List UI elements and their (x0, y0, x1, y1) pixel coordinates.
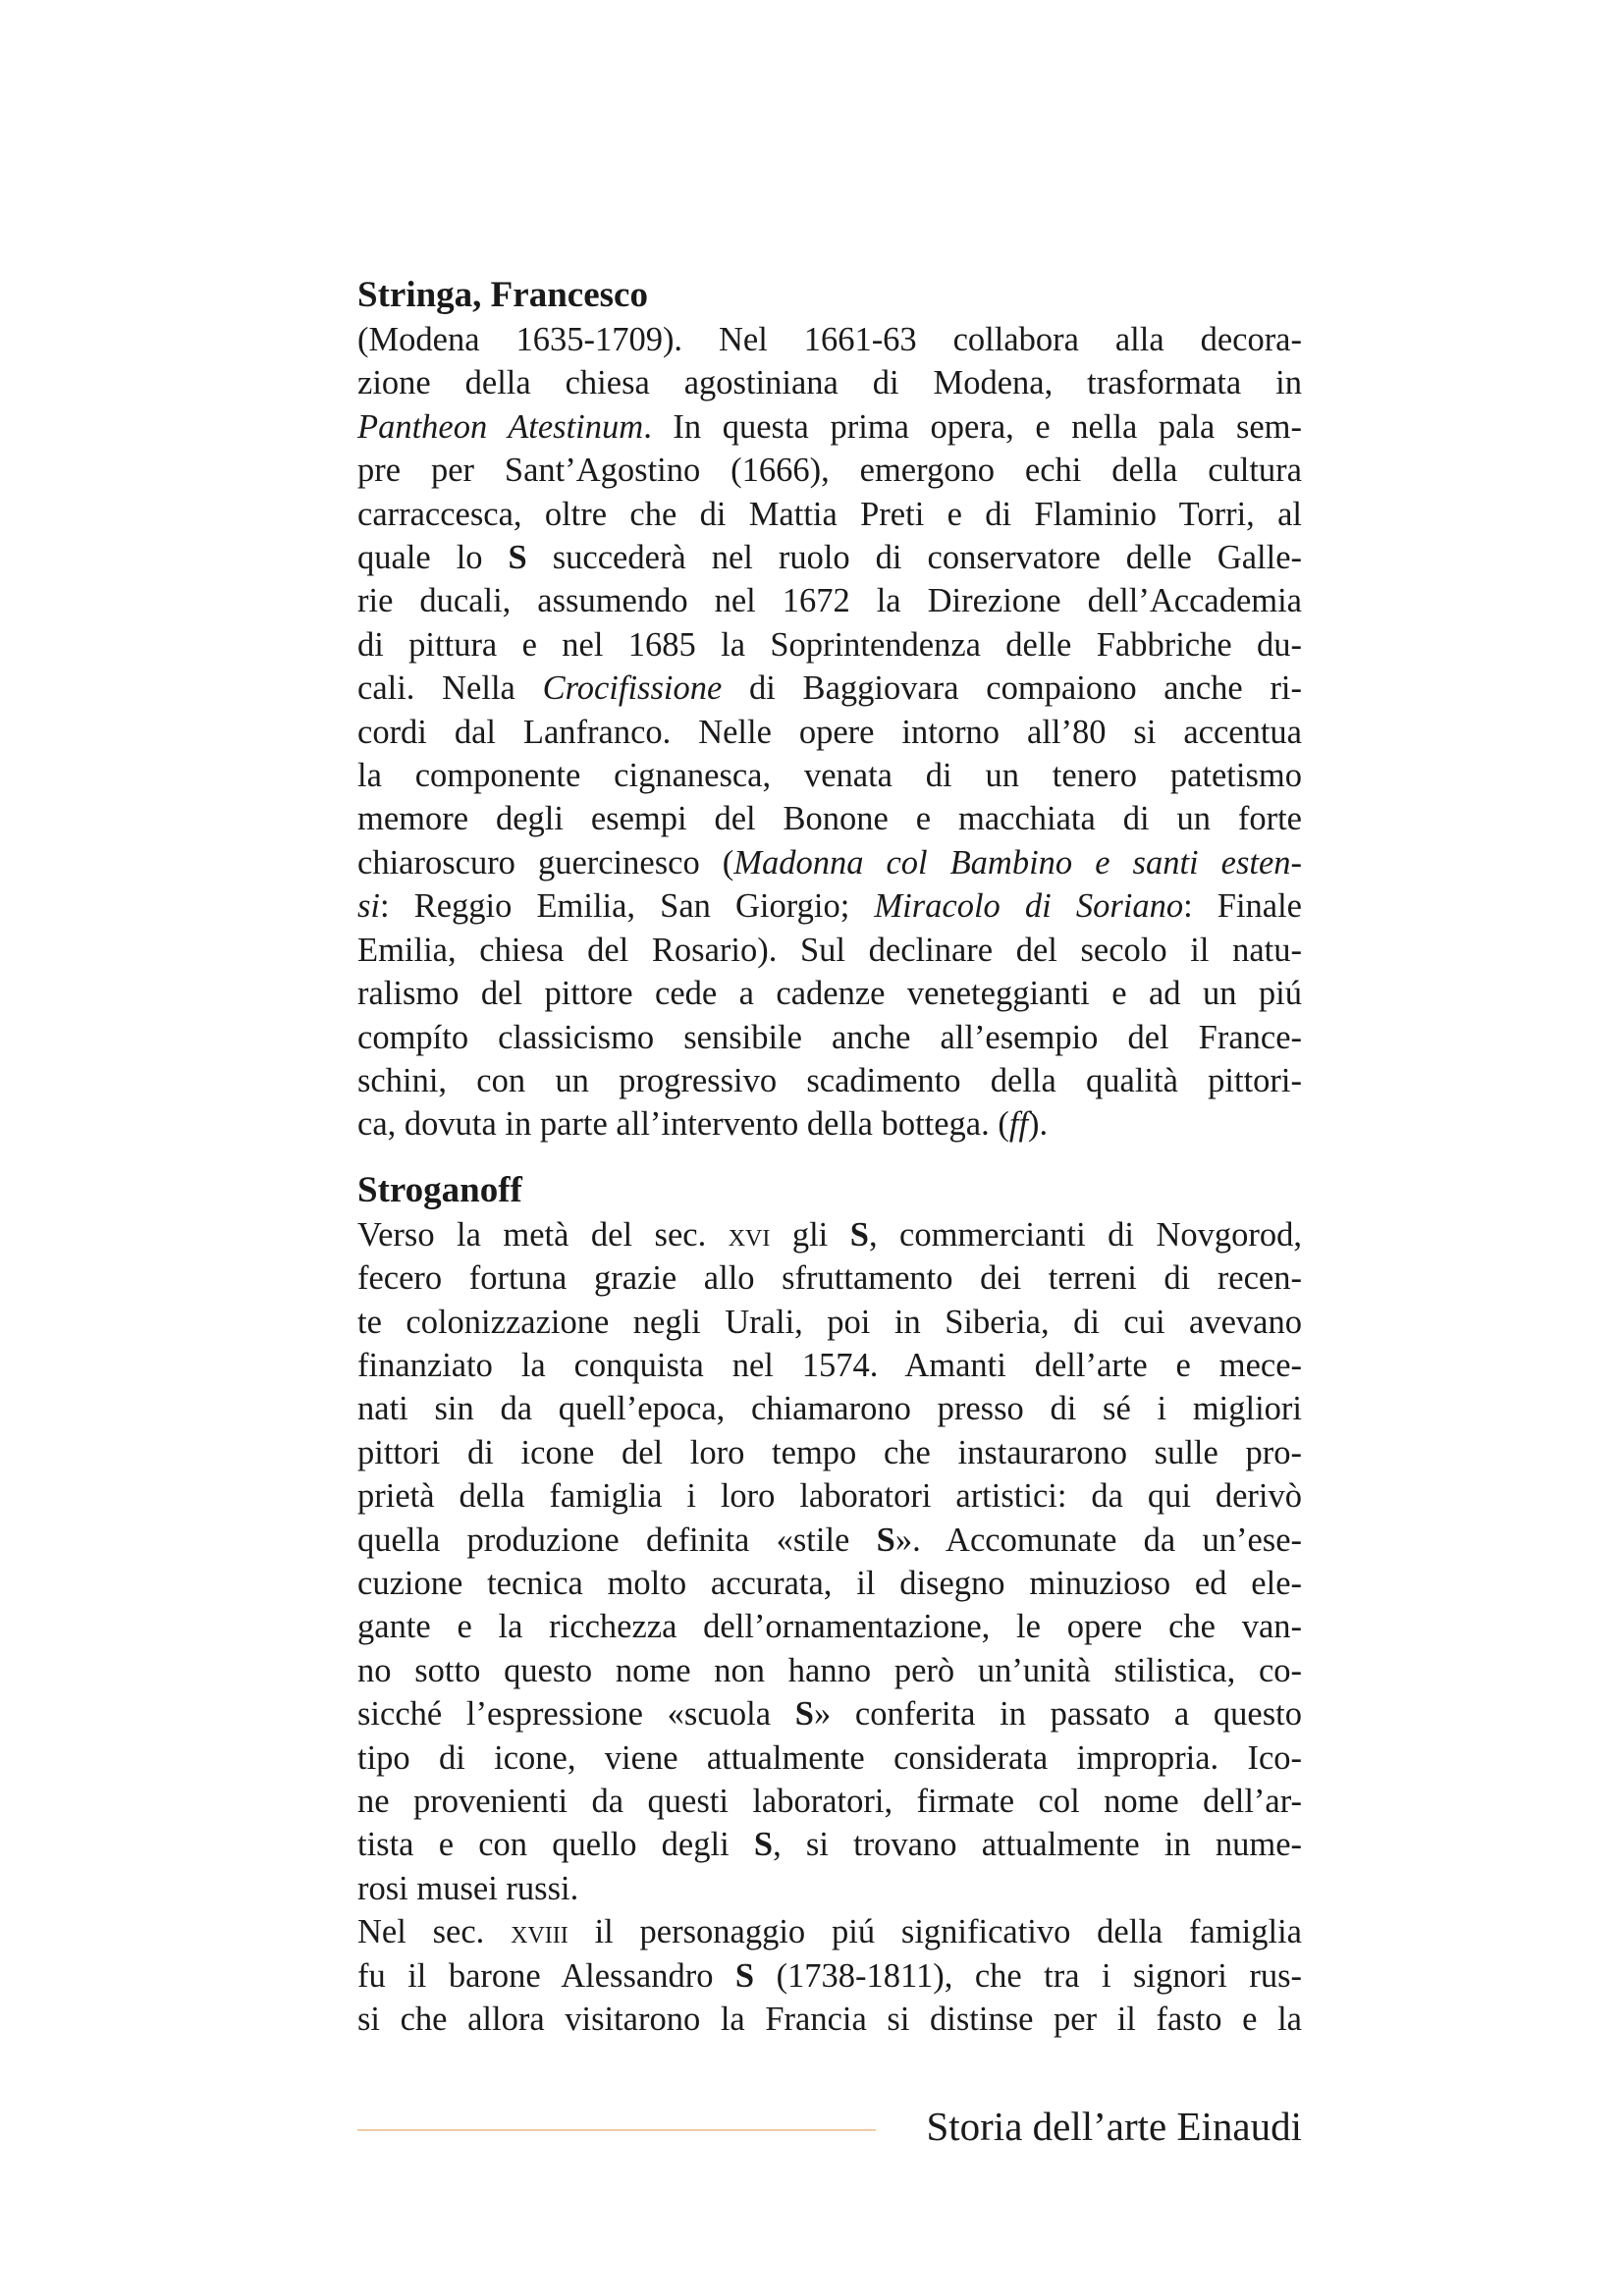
text-line: zione della chiesa agostiniana di Modena, trasformata in (357, 364, 1302, 402)
text-line: carraccesca, oltre che di Mattia Preti e di Flaminio Torri, al (357, 495, 1302, 533)
text-line: ne provenienti da questi laboratori, firmate col nome dell’ar- (357, 1783, 1302, 1820)
text-line: (Modena 1635-1709). Nel 1661-63 collabora alla decora- (357, 321, 1302, 358)
text-line: chiaroscuro guercinesco (Madonna col Bambino e santi esten- (357, 843, 1303, 881)
text-line: cali. Nella Crocifissione di Baggiovara compaiono anche ri- (357, 669, 1303, 708)
entry-body (357, 1213, 1302, 2042)
text-line: Emilia, chiesa del Rosario). Sul declinare del secolo il natu- (357, 931, 1302, 969)
text-line: Nel sec. xviii il personaggio piú significativo della famiglia (357, 1913, 1302, 1951)
text-line: schini, con un progressivo scadimento della qualità pittori- (357, 1061, 1302, 1099)
footer-title: Storia dell’arte Einaudi (926, 2104, 1302, 2149)
text-line: tipo di icone, viene attualmente considerata impropria. Ico- (357, 1738, 1302, 1777)
page-content (357, 273, 1302, 2041)
text-line: fu il barone Alessandro S (1738-1811), che tra i signori rus- (357, 1956, 1302, 1995)
text-line: ca, dovuta in parte all’intervento della bottega. (ff). (357, 1105, 1049, 1144)
text-line: si che allora visitarono la Francia si distinse per il fasto e la (357, 2001, 1302, 2039)
text-line: quale lo S succederà nel ruolo di conservatore delle Galle- (357, 539, 1302, 577)
text-line: gante e la ricchezza dell’ornamentazione, le opere che van- (357, 1608, 1302, 1646)
entry-body (357, 318, 1302, 1147)
text-line: rie ducali, assumendo nel 1672 la Direzione dell’Accademia (357, 582, 1302, 620)
text-line: si: Reggio Emilia, San Giorgio; Miracolo di Soriano: Finale (357, 887, 1302, 926)
text-line: no sotto questo nome non hanno però un’unità stilistica, co- (357, 1651, 1302, 1689)
text-line: te colonizzazione negli Urali, poi in Siberia, di cui avevano (357, 1303, 1302, 1341)
text-line: Verso la metà del sec. xvi gli S, commercianti di Novgorod, (357, 1215, 1303, 1254)
text-line: nati sin da quell’epoca, chiamarono presso di sé i migliori (357, 1390, 1302, 1428)
text-line: prietà della famiglia i loro laboratori artistici: da qui derivò (357, 1477, 1302, 1516)
text-line: rosi musei russi. (357, 1869, 579, 1907)
text-line: sicché l’espressione «scuola S» conferita in passato a questo (357, 1695, 1303, 1734)
text-line: quella produzione definita «stile S». Accomunate da un’ese- (357, 1521, 1302, 1559)
text-line: cordi dal Lanfranco. Nelle opere intorno all’80 si accentua (357, 713, 1302, 751)
text-line: compíto classicismo sensibile anche all’esempio del France- (357, 1018, 1302, 1056)
text-line: Pantheon Atestinum. In questa prima opera, e nella pala sem- (357, 407, 1303, 446)
text-line: tista e con quello degli S, si trovano attualmente in nume- (357, 1826, 1303, 1864)
text-line: cuzione tecnica molto accurata, il disegno minuzioso ed ele- (357, 1564, 1302, 1602)
footer-rule (357, 2129, 876, 2131)
entry-heading: Stroganoff (357, 1169, 522, 1210)
entry-heading: Stringa, Francesco (357, 275, 648, 315)
text-line: la componente cignanesca, venata di un tenero patetismo (357, 757, 1302, 795)
text-line: pre per Sant’Agostino (1666), emergono echi della cultura (357, 452, 1302, 490)
entry-stroganoff (357, 1168, 1302, 2042)
text-line: fecero fortuna grazie allo sfruttamento dei terreni di recen- (357, 1259, 1302, 1298)
text-line: di pittura e nel 1685 la Soprintendenza delle Fabbriche du- (357, 625, 1302, 664)
entry-stringa (357, 273, 1302, 1147)
text-line: finanziato la conquista nel 1574. Amanti dell’arte e mece- (357, 1346, 1302, 1384)
text-line: pittori di icone del loro tempo che instaurarono sulle pro- (357, 1433, 1302, 1471)
text-line: memore degli esempi del Bonone e macchiata di un forte (357, 800, 1302, 838)
text-line: ralismo del pittore cede a cadenze veneteggianti e ad un piú (357, 975, 1302, 1013)
